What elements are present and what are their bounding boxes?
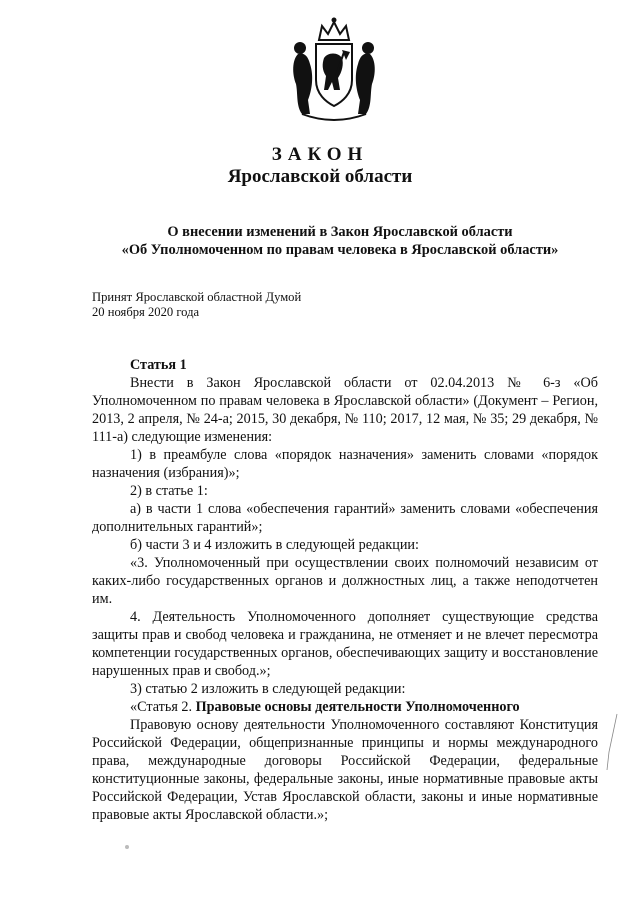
scan-dot-icon [125,845,129,849]
pen-mark-icon [603,712,623,772]
paragraph: 2) в статье 1: [130,483,208,499]
article-2-prefix: «Статья 2. [130,699,193,715]
paragraph: 1) в преамбуле слова «порядок назначения» заменить словами «порядок назначения (избрания)»; [92,447,598,481]
article-2-heading [92,698,598,716]
paragraph: Правовую основу деятельности Уполномоченного составляют Конституция Российской Федерации, общепризнанные принципы и нормы международного права, международные договоры Российской Федерации, федеральные конституционные законы, федеральные законы, иные нормативные правовые акты Российской Федерации, Устав Ярославской области, законы и иные нормативные правовые акты Ярославской области.»; [92,717,598,823]
document-region: Ярославской области [227,166,413,187]
article-heading: Статья 1 [130,357,187,373]
adoption-note [92,290,301,320]
paragraph: 4. Деятельность Уполномоченного дополняет существующие средства защиты прав и свобод человека и гражданина, не отменяет и не влечет пересмотра компетенции государственных органов, обеспечивающих защиту и восстановление нарушенных прав и свобод.»; [92,609,598,679]
law-subject-line-2: «Об Уполномоченном по правам человека в Ярославской области» [121,242,559,258]
adoption-date: 20 ноября 2020 года [92,305,200,319]
article-2-title: Правовые основы деятельности Уполномоченного [195,699,520,715]
paragraph: Внести в Закон Ярославской области от 02.04.2013 № 6-з «Об Уполномоченном по правам человека в Ярославской области» (Документ – Регион, 2013, 2 апреля, № 24-а; 2015, 30 декабря, № 110; 2017, 12 мая, № 35; 29 декабря, № 111-а) следующие изменения: [92,375,598,445]
law-body [92,356,598,824]
coat-of-arms-icon [284,14,384,126]
paragraph: «3. Уполномоченный при осуществлении своих полномочий независим от каких-либо государственных органов и должностных лиц, а также неподотчетен им. [92,555,598,607]
law-subject [90,223,590,259]
law-subject-line-1: О внесении изменений в Закон Ярославской области [167,224,513,240]
paragraph: 3) статью 2 изложить в следующей редакции: [130,681,406,697]
paragraph: б) части 3 и 4 изложить в следующей редакции: [130,537,419,553]
paragraph: а) в части 1 слова «обеспечения гарантий» заменить словами «обеспечения дополнительных гарантий»; [92,501,598,535]
document-title: ЗАКОН [271,144,369,165]
adoption-body: Принят Ярославской областной Думой [92,290,302,304]
